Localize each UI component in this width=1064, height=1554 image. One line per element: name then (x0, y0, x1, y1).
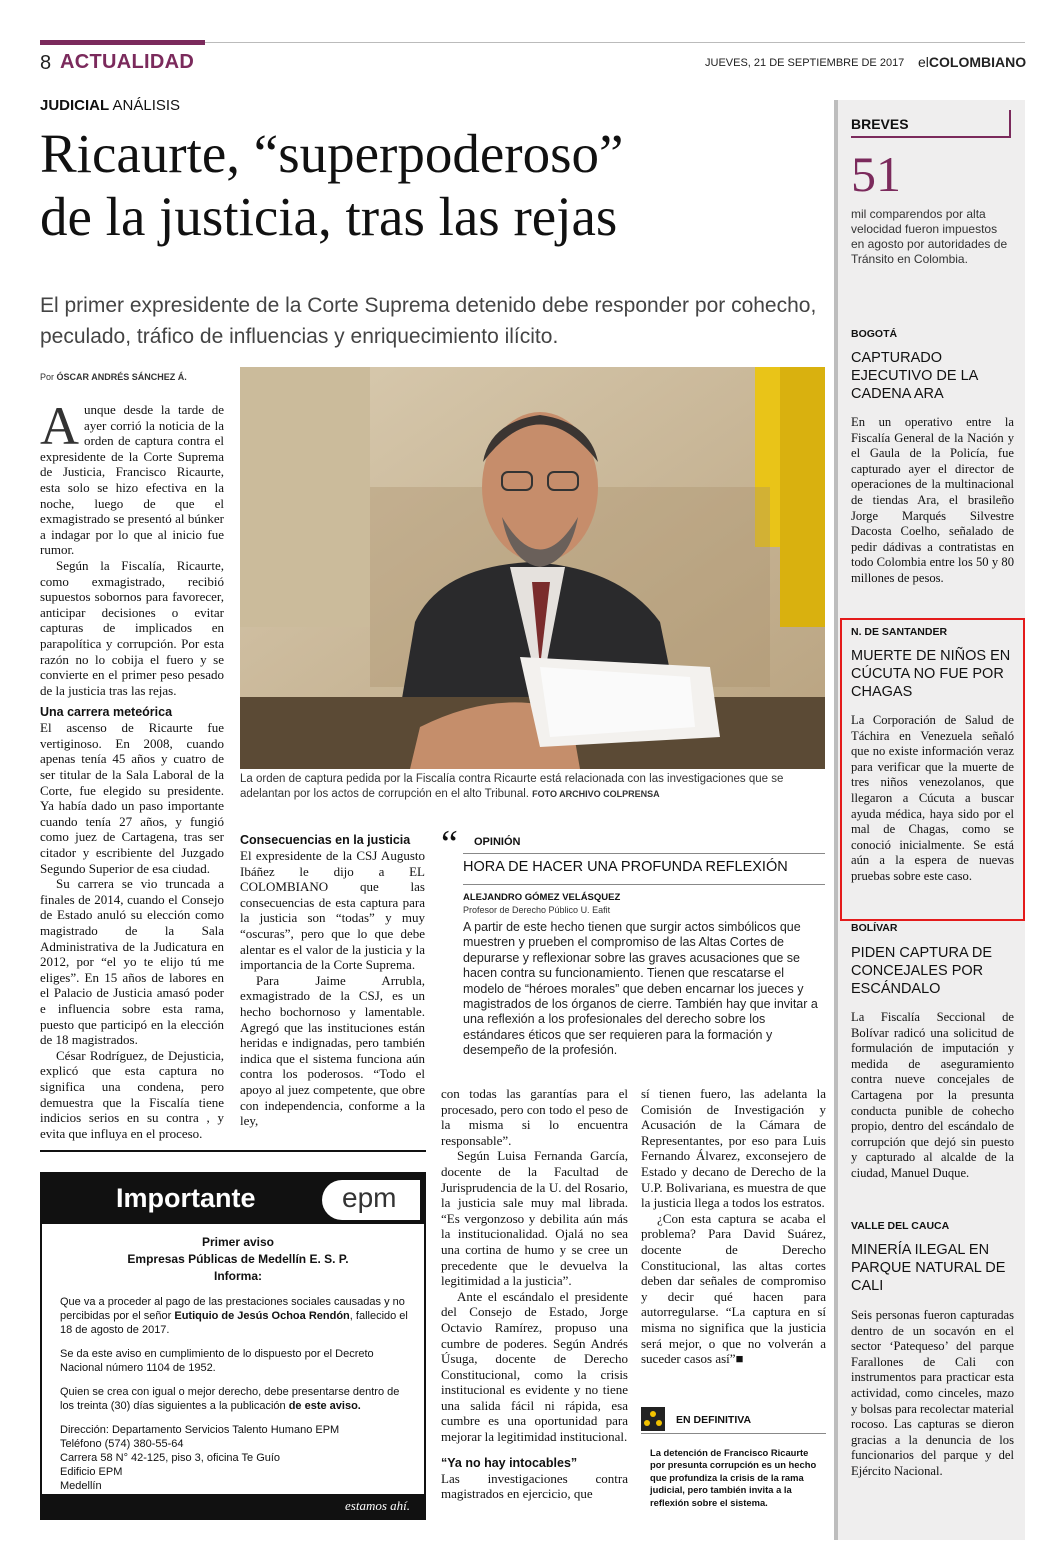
byline (40, 372, 187, 382)
drop-cap: A (40, 396, 79, 456)
ad-header (42, 1174, 424, 1224)
opinion-title: HORA DE HACER UNA PROFUNDA REFLEXIÓN (463, 859, 788, 875)
quote-icon: “ (441, 823, 458, 865)
subhead-consecuencias: Consecuencias en la justicia (240, 833, 411, 847)
breves-rule (851, 136, 1011, 138)
ad-body (60, 1234, 416, 1493)
ad-contact-1: Dirección: Departamento Servicios Talento Humano EPM (60, 1424, 340, 1436)
ad-contact-5: Medellín (60, 1480, 102, 1492)
sidebar-edge (834, 100, 838, 1540)
ad-p1-end: , fallecido el 18 de agosto de 2017. (60, 1310, 408, 1336)
headline (40, 122, 830, 248)
paragraph-10: Ante el escándalo el presidente del Consejo de Estado, Jorge Octavio Ramírez, propuso una cumbre de poderes. Según Andrés Úsuga, docente de Derecho Constitucional, como la crisis institucional es evidente y no tiene una salida fácil ni rápida, esa cumbre es una oportunidad para mejorar la legitimidad institucional. (441, 1288, 628, 1445)
section-color-bar (40, 40, 205, 45)
subhead-intocables: “Ya no hay intocables” (441, 1455, 578, 1470)
brand-prefix: el (918, 54, 929, 70)
photo-caption (240, 772, 825, 802)
opinion-rule-bottom (463, 884, 825, 885)
brief-text-bolivar: La Fiscalía Seccional de Bolívar radicó una solicitud de formulación de imputación y medida de aseguramiento contra nueve concejales de Cartagena por la presunta conducta punible de cohecho propio, dentro del escándalo de corrupción que dejó sin puesto y capturado al alcalde de la ciudad, Manuel Duque. (851, 1010, 1014, 1180)
paragraph-3: El ascenso de Ricaurte fue vertiginoso. En 2008, cuando apenas tenía 45 años y cuatro de ser titular de la Sala Laboral de la Corte, fue elegido su presidente. Ya había dado un paso importante cuando tenía 27 años, y fungió como juez de Cartagena, tras ser citador y escribiente del Juzgado Segundo Superior de esa ciudad. (40, 720, 224, 876)
ad-line-1: Primer aviso (201, 1235, 275, 1249)
opinion-text: A partir de este hecho tienen que surgir actos simbólicos que muestren y prueben el compromiso de las Altas Cortes de depurarse y reflexionar sobre las graves acusaciones que se hacen contra su funcionamiento. Tienen que rescatarse el modelo de “héroes morales” que deben encarnar los jueces y magistrados de los órganos de cierre. También hay que invitar a una reflexión a los profesionales del derecho sobre los estándares éticos que ser requieren para la formación y desempeño de la profesión. (463, 920, 818, 1058)
paragraph-13-text: ¿Con esta captura se acaba el problema? Para David Suárez, docente de Derecho Constitucional, las altas cortes deben dar señales de compromiso y decir qué hacen para autorregularse. “La captura en sí misma no significa que la justicia será mejor, o que no volverán a suceder casos así” (641, 1210, 826, 1367)
ad-contact-2: Teléfono (574) 380-55-64 (60, 1438, 184, 1450)
byline-author: ÓSCAR ANDRÉS SÁNCHEZ Á. (56, 372, 187, 382)
paragraph-intro (40, 396, 224, 558)
paragraph-4: Su carrera se vio truncada a finales de 2014, cuando el Consejo de Estado anuló su elección como magistrado de la Sala Administrativa de la Judicatura en 2012, por “el yo te elijo tú me eliges”. En 15 años de labores en el Palacio de Justicia amasó poder e influencia sobre esta rama, puesto que participó en la elección de 18 magistrados. (40, 876, 224, 1048)
ad-paragraph-3 (60, 1385, 416, 1413)
highlight-box (840, 618, 1025, 921)
opinion-rule-top (463, 853, 825, 854)
ad-p1-start: Que va a proceder al pago de las prestaciones sociales causadas y no percibidas por el señor (60, 1296, 405, 1322)
opinion-author-role: Profesor de Derecho Público U. Eafit (463, 905, 611, 915)
brief-title-bogota: CAPTURADO EJECUTIVO DE LA CADENA ARA (851, 350, 978, 402)
end-mark: ■ (735, 1351, 744, 1367)
subhead-carrera: Una carrera meteórica (40, 705, 173, 720)
article-column-3 (441, 1086, 628, 1502)
ad-line-2: Empresas Públicas de Medellín E. S. P. (127, 1252, 349, 1266)
breves-big-number: 51 (851, 146, 901, 202)
ad-line-3: Informa: (214, 1269, 262, 1283)
brief-title-bolivar: PIDEN CAPTURA DE CONCEJALES POR ESCÁNDALO (851, 945, 992, 997)
article-column-4 (641, 1086, 826, 1367)
caption-text: La orden de captura pedida por la Fiscalía contra Ricaurte está relacionada con las investigaciones que se adelantan por los actos de corrupción en el alto Tribunal. (240, 773, 784, 800)
brief-region-bolivar: BOLÍVAR (851, 922, 898, 934)
brief-title-santander: MUERTE DE NIÑOS EN CÚCUTA NO FUE POR CHAGAS (851, 648, 1011, 700)
photo-illustration (240, 367, 825, 769)
ad-title: Importante (116, 1183, 256, 1213)
newspaper-brand (918, 54, 1026, 70)
paragraph-13 (641, 1211, 826, 1367)
paragraph-12: sí tienen fuero, las adelanta la Comisión de Investigación y Acusación de la Cámara de Representantes, por eso para Luis Fernando Álvarez, exconsejero de Estado y decano de Derecho de la U.P. Bolivariana, es muestra de que la justicia llega a todos los estratos. (641, 1086, 826, 1211)
article-column-1 (40, 396, 224, 1141)
epm-notice-ad (40, 1172, 426, 1520)
ad-contact-3: Carrera 58 N° 42-125, piso 3, oficina Te Guío (60, 1452, 281, 1464)
key-points-icon-glyph (641, 1407, 665, 1431)
brief-text-bogota: En un operativo entre la Fiscalía General de la Nación y el Gaula de la Policía, fue capturado ayer el director de operaciones de la multinacional de tiendas Ara, el brasileño Jorge Marqués Silvestre Dacosta Coelho, señalado de pedir dádivas a contratistas en todo Colombia entre los 50 y 80 millones de pesos. (851, 415, 1014, 585)
ad-contact-4: Edificio EPM (60, 1466, 123, 1478)
byline-prefix: Por (40, 372, 55, 382)
paragraph-11: Las investigaciones contra magistrados en ejercicio, que (441, 1470, 628, 1502)
kicker-bold: JUDICIAL (40, 97, 110, 114)
photo-credit: FOTO ARCHIVO COLPRENSA (532, 789, 660, 799)
headline-line-1: Ricaurte, “superpoderoso” (40, 123, 624, 184)
paragraph-9: Según Luisa Fernanda García, docente de la Facultad de Jurisprudencia de la U. del Rosario, la justicia sale muy mal librada. “Es vergonzoso y debilita aún más la institucionalidad. Ojalá no sea una cortina de humo y se cree un precedente que le devuelva la legitimidad a la justicia”. (441, 1148, 628, 1289)
ad-footer (42, 1494, 424, 1518)
article-kicker (40, 97, 180, 114)
paragraph-8: con todas las garantías para el procesado, pero con todo el peso de la misma si lo encuentra responsable”. (441, 1086, 628, 1148)
page-number: 8 (40, 52, 52, 74)
brief-title-valle: MINERÍA ILEGAL EN PARQUE NATURAL DE CALI (851, 1242, 1006, 1294)
issue-date: JUEVES, 21 DE SEPTIEMBRE DE 2017 (705, 57, 905, 69)
paragraph-5: César Rodríguez, de Dejusticia, explicó que esta captura no significa una condena, pero demuestra que la Fiscalía tiene indicios serios en su contra , y evita que influya en el proceso. (40, 1047, 224, 1141)
header-top-rule (205, 42, 1025, 43)
brief-region-bogota: BOGOTÁ (851, 328, 898, 340)
paragraph-2: Según la Fiscalía, Ricaurte, como exmagistrado, recibió supuestos sobornos para favorecer, anticipar decisiones o evitar capturas de implicados en parapolítica y corrupción. Por esta razón no lo cobija el fuero y se convierte en el primer peso pesado de la justicia tras las rejas. (40, 557, 224, 698)
article-photo (240, 367, 825, 769)
ad-paragraph-2: Se da este aviso en cumplimiento de lo dispuesto por el Decreto Nacional número 1104 de 1952. (60, 1348, 374, 1374)
opinion-author: ALEJANDRO GÓMEZ VELÁSQUEZ (463, 892, 621, 903)
paragraph-1-text: unque desde la tarde de ayer corrió la noticia de la orden de captura contra el expresidente de la Corte Suprema de Justicia, Francisco Ricaurte, esta solo se hizo efectiva en la noche, luego de que el exmagistrado se presentó al búnker a indagar por lo que al inicio fue rumor. (40, 402, 224, 558)
breves-label: BREVES (851, 116, 909, 132)
brief-text-santander: La Corporación de Salud de Táchira en Venezuela señaló que no existe información veraz para verificar que la muerte de tres niños venezolanos, que llegaron a Cúcuta a buscar ayuda médica, haya sido por el mal de Chagas, como se conoció inicialmente. Se está aún a la espera de nuevas pruebas sobre este caso. (851, 713, 1014, 883)
ad-p3-start: Quien se crea con igual o mejor derecho, debe presentarse dentro de los treinta (30) días siguientes a la publicación (60, 1386, 400, 1412)
en-definitiva-label: EN DEFINITIVA (676, 1414, 752, 1426)
ad-paragraph-1 (60, 1295, 416, 1337)
brief-region-valle: VALLE DEL CAUCA (851, 1220, 950, 1232)
brief-text-valle: Seis personas fueron capturadas dentro de un socavón en el sector ‘Patequeso’ del parque Farallones de Cali con instrumentos para practicar esta actividad, como cinceles, mazo y bolsas para recolectar material rocoso. Las capturas se dieron gracias a la denuncia de los funcionarios del parque y del Ejército Nacional. (851, 1308, 1014, 1478)
opinion-label: OPINIÓN (474, 836, 521, 848)
en-definitiva-rule (641, 1433, 826, 1434)
article-deck: El primer expresidente de la Corte Suprema detenido debe responder por cohecho, peculado, tráfico de influencias y enriquecimiento ilícito. (40, 294, 817, 348)
section-name: ACTUALIDAD (60, 51, 195, 73)
brief-region-santander: N. DE SANTANDER (851, 626, 948, 638)
key-points-icon (641, 1407, 665, 1431)
kicker-light: ANÁLISIS (112, 97, 181, 114)
ad-p3-end: de este aviso. (288, 1400, 361, 1412)
paragraph-7: Para Jaime Arrubla, exmagistrado de la CSJ, es un hecho bochornoso y lamentable. Agregó que las instituciones están heridas e indignadas, pero también indica que el sistema funciona aún contra los poderosos. “Todo el apoyo al juez competente, que obre con independencia, conforme a la ley, (240, 972, 425, 1129)
brand-name: COLOMBIANO (928, 54, 1027, 70)
epm-logo: epm (342, 1182, 397, 1213)
article-column-2 (240, 832, 425, 1129)
breves-number-text: mil comparendos por alta velocidad fueron impuestos en agosto por autoridades de Tránsito en Colombia. (851, 207, 1008, 266)
headline-line-2: de la justicia, tras las rejas (40, 186, 618, 247)
ad-top-rule (40, 1150, 426, 1152)
breves-vertical-rule (1009, 110, 1011, 138)
paragraph-6: El expresidente de la CSJ Augusto Ibáñez le dijo a EL COLOMBIANO que las consecuencias de esta captura para la justicia son “todas” y muy “oscuras”, pero que lo que debe alentar es el valor de la justicia y la importancia de la Corte Suprema. (240, 848, 425, 973)
ad-slogan: estamos ahí. (345, 1498, 410, 1513)
ad-p1-name: Eutiquio de Jesús Ochoa Rendón (174, 1310, 350, 1322)
en-definitiva-text: La detención de Francisco Ricaurte por presunta corrupción es un hecho que profundiza la crisis de la rama judicial, pero también invita a la reflexión sobre el sistema. (650, 1447, 817, 1508)
